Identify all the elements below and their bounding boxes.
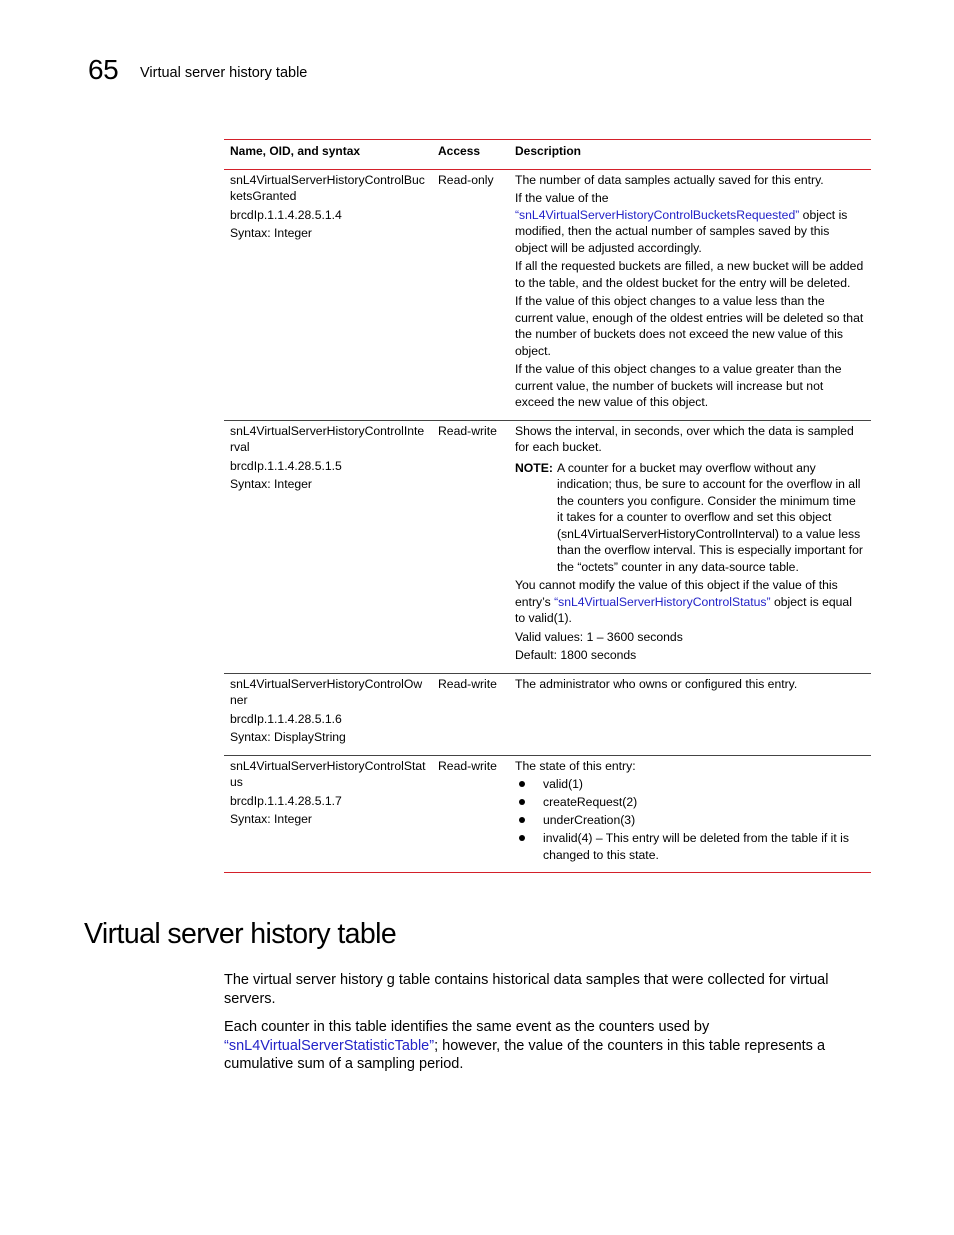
list-item-text: underCreation(3) [543,813,636,827]
bullet-icon [519,817,525,823]
running-title: Virtual server history table [140,65,308,81]
table-row [224,420,871,673]
paragraph-fragment: Each counter in this table identifies the same event as the counters used by [224,1019,710,1035]
section-heading: Virtual server history table [84,918,397,950]
object-syntax: Syntax: Integer [230,812,312,826]
description-text: If the value of this object changes to a value greater than the current value, the number of buckets will increase but not exceed the new value of this object. [515,362,842,409]
description-text: Valid values: 1 – 3600 seconds [515,629,683,644]
description-text [515,577,865,627]
description-text: Default: 1800 seconds [515,648,637,662]
table-header-row [224,140,871,170]
object-syntax: Syntax: Integer [230,477,312,491]
column-header-name: Name, OID, and syntax [224,140,432,170]
object-syntax: Syntax: DisplayString [230,730,346,744]
bullet-icon [519,781,525,787]
table-row [224,169,871,420]
list-item [515,794,865,811]
description-fragment: If the value of the [515,191,609,205]
list-item [515,776,865,793]
xref-link[interactable]: “snL4VirtualServerHistoryControlBucketsRequested” [515,207,800,222]
xref-link[interactable]: “snL4VirtualServerHistoryControlStatus” [554,594,771,609]
description-fragment: You cannot modify the value of this object if the value of this entry’s [515,578,838,609]
description-fragment: object is equal to valid(1). [515,594,852,625]
body-paragraph [224,1018,854,1074]
object-name: snL4VirtualServerHistoryControlStatus [230,758,426,789]
bullet-icon [519,835,525,841]
table-row [224,673,871,755]
column-header-access: Access [432,140,509,170]
description-text: The number of data samples actually saved for this entry. [515,172,824,187]
access-cell: Read-only [432,169,509,420]
status-value-list [515,776,865,863]
list-item [515,812,865,829]
name-cell [224,673,432,755]
object-oid: brcdIp.1.1.4.28.5.1.5 [230,458,342,473]
chapter-number: 65 [88,54,119,85]
body-paragraph: The virtual server history g table contains historical data samples that were collected for virtual servers. [224,972,829,1007]
note-text: A counter for a bucket may overflow without any indication; thus, be sure to account for the overflow in all the counters you configure. Consider the minimum time it takes for a counter to overflow and set this object (snL4VirtualServerHistoryControlInterval) to a value less than the overflow interval. This is especially important for the “octets” counter in any data-source table. [557,460,863,574]
description-text: If all the requested buckets are filled, a new bucket will be added to the table, and the oldest bucket for the entry will be deleted. [515,259,864,290]
name-cell [224,169,432,420]
object-oid: brcdIp.1.1.4.28.5.1.6 [230,711,342,726]
description-cell [509,420,871,673]
name-cell [224,755,432,872]
description-text: The administrator who owns or configured this entry. [515,676,798,691]
description-cell [509,755,871,872]
table-row [224,755,871,872]
list-item-text: valid(1) [543,777,583,791]
access-cell: Read-write [432,755,509,872]
note-block [515,460,865,576]
list-item-text: createRequest(2) [543,795,638,809]
object-name: snL4VirtualServerHistoryControlInterval [230,423,425,454]
list-item-text: invalid(4) – This entry will be deleted from the table if it is changed to this state. [543,831,849,862]
description-fragment: object is modified, then the actual number of samples saved by this object will be adjusted accordingly. [515,207,848,255]
object-name: snL4VirtualServerHistoryControlBucketsGranted [230,172,425,203]
name-cell [224,420,432,673]
description-text: Shows the interval, in seconds, over which the data is sampled for each bucket. [515,423,854,454]
column-header-description: Description [509,140,871,170]
paragraph-fragment: ; however, the value of the counters in this table represents a cumulative sum of a sampling period. [224,1037,826,1072]
object-syntax: Syntax: Integer [230,226,312,240]
mib-object-table [224,139,871,873]
object-name: snL4VirtualServerHistoryControlOwner [230,676,423,707]
description-text: If the value of this object changes to a value less than the current value, enough of the oldest entries will be deleted so that the number of buckets does not exceed the new value of this object. [515,294,864,358]
object-oid: brcdIp.1.1.4.28.5.1.4 [230,207,342,222]
description-text [515,190,865,256]
access-cell: Read-write [432,673,509,755]
access-cell: Read-write [432,420,509,673]
xref-link[interactable]: “snL4VirtualServerStatisticTable” [224,1037,435,1054]
description-cell [509,673,871,755]
object-oid: brcdIp.1.1.4.28.5.1.7 [230,793,342,808]
description-text: The state of this entry: [515,758,636,773]
list-item [515,830,865,863]
note-label: NOTE: [515,460,553,475]
bullet-icon [519,799,525,805]
description-cell [509,169,871,420]
